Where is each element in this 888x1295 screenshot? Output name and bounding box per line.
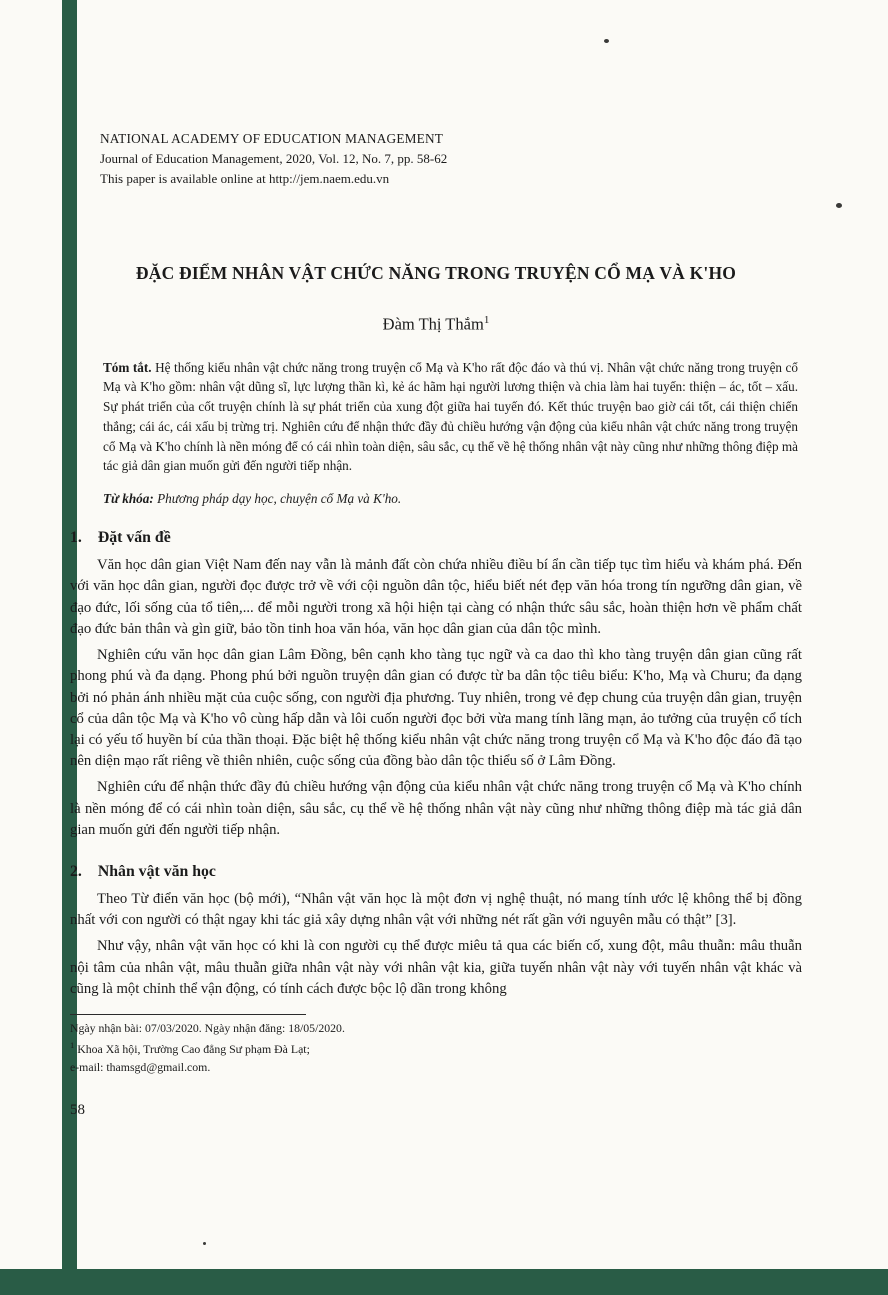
keywords-text: Phương pháp dạy học, chuyện cổ Mạ và K'ho. [157,491,402,507]
page-number: 58 [70,1102,85,1119]
page-content [70,0,802,1119]
scan-edge-bottom [0,1269,888,1295]
footnote-email: e-mail: thamsgd@gmail.com. [70,1059,211,1074]
section-1-heading [70,529,802,547]
journal-citation: Journal of Education Management, 2020, Vol. 12, No. 7, pp. 58-62 [100,151,448,166]
footnote-rule [70,1014,306,1015]
scan-speck [203,1242,206,1245]
section-1-title: Đặt vấn đề [97,529,171,547]
section-1-paragraph-2: Nghiên cứu văn học dân gian Lâm Đồng, bên cạnh kho tàng tục ngữ và ca dao thì kho tàng truyện dân gian cũng rất phong phú và đa dạng. Phong phú bởi nguồn truyện dân gian có được từ ba dân tộc tiêu biểu: K'ho, Mạ và Churu; đa dạng bởi nó phản ánh nhiều mặt của cuộc sống, con người địa phương. Tuy nhiên, trong vẻ đẹp chung của truyện dân gian, truyện cổ của dân tộc Mạ và K'ho vô cùng hấp dẫn và lôi cuốn người đọc bởi vừa mang tính lãng mạn, ảo tưởng của truyện cổ tích lại có yếu tố huyền bí của thần thoại. Đặc biệt hệ thống kiểu nhân vật chức năng trong truyện cổ Mạ và K'ho độc đáo đã tạo nên diện mạo rất riêng về thiên nhiên, cuộc sống của đồng bào dân tộc thiểu số ở Lâm Đồng. [70,647,802,770]
journal-header [70,0,802,189]
section-2-title: Nhân vật văn học [97,862,216,880]
footnote-affiliation-text: Khoa Xã hội, Trường Cao đẳng Sư phạm Đà Lạt; [77,1042,310,1057]
footnote-affiliation-marker: 1 [70,1040,75,1051]
abstract [103,358,798,477]
section-2-paragraph-1: Theo Từ điển văn học (bộ mới), “Nhân vật văn học là một đơn vị nghệ thuật, nó mang tính ước lệ không thể bị đồng nhất với con người có thật ngay khi tác giả xây dựng nhân vật với những nét rất gần với nguyên mẫu có thật” [3]. [70,890,802,929]
abstract-label: Tóm tắt. [103,359,152,375]
author-name [70,314,802,335]
footnote-received-dates: Ngày nhận bài: 07/03/2020. Ngày nhận đăng: 18/05/2020. [70,1020,345,1035]
section-2-number: 2. [70,862,82,880]
section-2-paragraph-2: Như vậy, nhân vật văn học có khi là con người cụ thể được miêu tả qua các biến cố, xung đột, mâu thuẫn: mâu thuẫn nội tâm của nhân vật, mâu thuẫn giữa nhân vật này với nhân vật kia, giữa tuyến nhân vật này với tuyến nhân vật khác và cũng là một chỉnh thể vận động, có tính cách được bộc lộ dần trong không [70,938,802,997]
journal-organization: NATIONAL ACADEMY OF EDUCATION MANAGEMENT [100,131,444,146]
section-1-number: 1. [70,529,82,547]
keywords [103,491,798,507]
footnote-block [70,1014,490,1076]
section-2-heading [70,863,802,881]
paper-title: ĐẶC ĐIỂM NHÂN VẬT CHỨC NĂNG TRONG TRUYỆN CỔ MẠ VÀ K'HO [135,263,737,283]
section-1-paragraph-1: Văn học dân gian Việt Nam đến nay vẫn là mảnh đất còn chứa nhiều điều bí ẩn cần tiếp tục tìm hiểu và khám phá. Đến với văn học dân gian, người đọc được trở về với cội nguồn dân tộc, hiểu biết nét đẹp văn hóa trong tín ngưỡng dân gian, về đạo đức, lối sống của tổ tiên,... để mỗi người trong xã hội hiện tại càng có nhận thức sâu sắc, hoàn thiện hơn về phẩm chất đạo đức bản thân và gìn giữ, bảo tồn tinh hoa văn hóa, văn học dân gian của dân tộc mình. [70,557,802,637]
keywords-label: Từ khóa: [103,491,154,507]
journal-availability: This paper is available online at http://jem.naem.edu.vn [100,171,390,186]
abstract-text: Hệ thống kiểu nhân vật chức năng trong truyện cổ Mạ và K'ho rất độc đáo và thú vị. Nhân vật chức năng trong truyện cổ Mạ và K'ho gồm: nhân vật dũng sĩ, lực lượng thần kì, kẻ ác hãm hại người lương thiện và chia làm hai tuyến: thiện – ác, tốt – xấu. Sự phát triển của cốt truyện chính là sự phát triển của xung đột giữa hai tuyến đó. Kết thúc truyện bao giờ cái tốt, cái thiện chiến thắng; cái ác, cái xấu bị trừng trị. Nghiên cứu để nhận thức đầy đủ chiều hướng vận động của kiểu nhân vật chức năng trong truyện cổ Mạ và K'ho chính là nền móng để có cái nhìn toàn diện, sâu sắc, cụ thể về hệ thống nhân vật này cũng như những thông điệp mà tác giả dân gian muốn gửi đến người tiếp nhận. [103,359,799,474]
footnote-affiliation [70,1037,490,1058]
author-name-text: Đàm Thị Thắm [382,314,484,334]
author-affiliation-marker: 1 [483,314,490,326]
section-1-paragraph-3: Nghiên cứu để nhận thức đầy đủ chiều hướng vận động của kiểu nhân vật chức năng trong truyện cổ Mạ và K'ho chính là nền móng để có cái nhìn toàn diện, sâu sắc, cụ thể về hệ thống nhân vật này cũng như những thông điệp mà tác giả dân gian muốn gửi đến người tiếp nhận. [70,779,802,838]
scan-speck [836,203,842,208]
